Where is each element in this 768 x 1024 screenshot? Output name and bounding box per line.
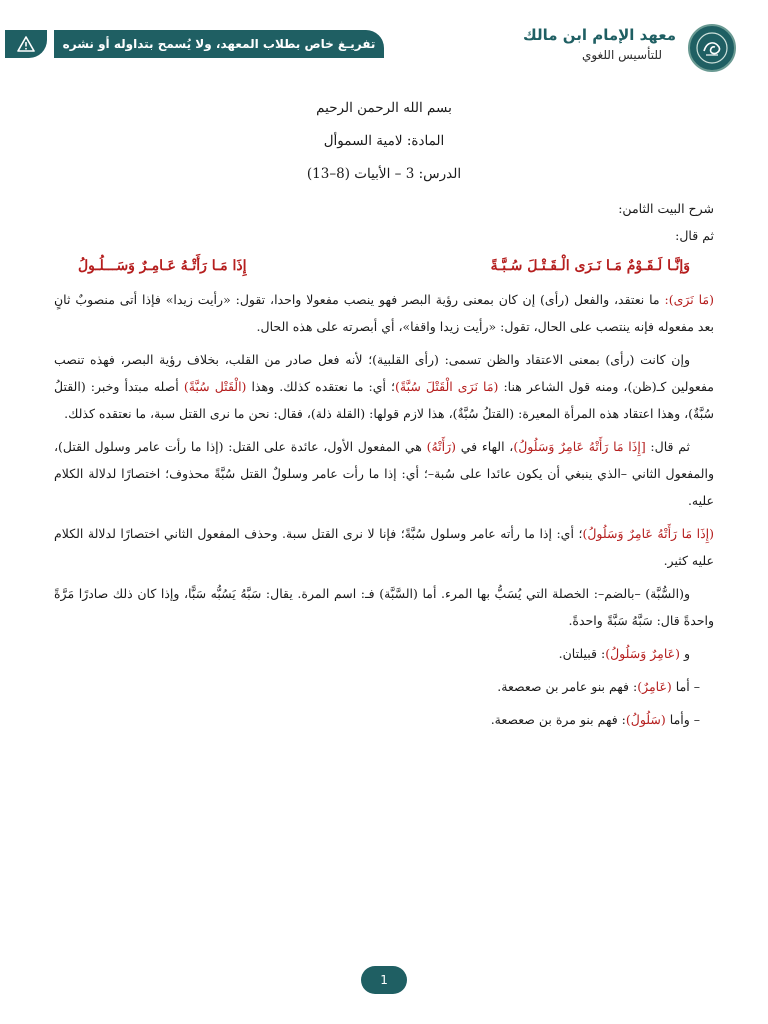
term-highlight: (عَامِرٌ) bbox=[637, 679, 672, 694]
institute-logo bbox=[688, 24, 736, 72]
document-body bbox=[54, 92, 714, 739]
page-header bbox=[0, 0, 768, 90]
term-highlight: (رَأَتْهُ) bbox=[426, 439, 457, 454]
paragraph-text: – وأما bbox=[665, 712, 700, 727]
then-said: ثم قال: bbox=[675, 228, 714, 243]
term-highlight: (إِذَا مَا رَأَتْهُ عَامِرٌ وَسَلُولُ) bbox=[582, 526, 714, 541]
page-number: 1 bbox=[361, 966, 407, 994]
paragraph-ra-a-qalbiya bbox=[54, 346, 714, 427]
paragraph-text: ثم قال: bbox=[645, 439, 691, 454]
paragraph-text: : فهم بنو مرة بن صعصعة. bbox=[490, 712, 626, 727]
section-heading: شرح البيت الثامن: bbox=[618, 201, 714, 216]
banner-text: تفريـغ خاص بطلاب المعهد، ولا يُسمح بتداوله أو نشره bbox=[62, 37, 376, 51]
paragraph-hadhf bbox=[54, 520, 714, 574]
lesson-line: الدرس: 3 – الأبيات (8–13) bbox=[306, 166, 462, 182]
paragraph-text: ، الهاء في bbox=[456, 439, 514, 454]
verse-first-hemistich: وَإنَّـا لَـقَـوْمٌ مَـا نَـرَى الْـقَـتْـلَ سُـبَّـةً bbox=[490, 258, 690, 274]
verse-second-hemistich: إِذَا مَـا رَأَتْـهُ عَـامِـرٌ وَسَـــلُـولُ bbox=[78, 258, 247, 274]
calligraphy-logo-icon bbox=[695, 31, 729, 65]
subject-line: المادة: لامية السموأل bbox=[323, 133, 445, 149]
list-item-amir bbox=[54, 673, 714, 700]
term-highlight: [إِذَا مَا رَأَتْهُ عَامِرٌ وَسَلُولُ) bbox=[513, 439, 646, 454]
warning-badge bbox=[5, 30, 47, 58]
paragraph-text: ؛ أي: إذا ما رأته عامر وسلول سُبَّةً؛ فإنا لا نرى القتل سبة. وحذف المفعول الثاني اختصارًا لدلالة الكلام عليه كثير. bbox=[54, 526, 714, 568]
institute-name: معهد الإمام ابن مالك bbox=[522, 26, 676, 44]
paragraph-text: ؛ أي: ما نعتقده كذلك. وهذا bbox=[246, 379, 395, 394]
distribution-banner bbox=[54, 30, 384, 58]
paragraph-text: وإن كانت (رأى) بمعنى الاعتقاد والظن تسمى: (رأى القلبية)؛ لأنه فعل صادر من القلب، بخلاف رؤية البصر، فهذه تنصب مفعولين كـ(ظن)، ومنه قول الشاعر هنا: bbox=[54, 352, 714, 394]
paragraph-tribes bbox=[54, 640, 714, 667]
term-highlight: (سَلُولُ) bbox=[625, 712, 666, 727]
paragraph-ma-nara bbox=[54, 286, 714, 340]
paragraph-subba: و(السُّبَّة) –بالضم–: الخصلة التي يُسَبُّ بها المرء. أما (السَّبَّة) فـ: اسم المرة. يقال: سَبَّهُ يَسُبُّه سَبًّا، وإذا كان ذلك صادرًا مَرَّةً واحدةً قال: سَبَّهُ سَبَّةً واحدةً. bbox=[54, 586, 714, 628]
poem-verse bbox=[54, 253, 714, 280]
warning-icon bbox=[17, 36, 35, 52]
institute-subtitle: للتأسيس اللغوي bbox=[581, 48, 662, 62]
paragraph-text: ما نعتقد، والفعل (رأى) إن كان بمعنى رؤية البصر فهو ينصب مفعولا واحدا، تقول: «رأيت زيدا» فإذا أتى منصوبٌ ثانٍ بعد مفعوله فإنه ينتصب على الحال، تقول: «رأيت زيدا واقفا»، أي أبصرته على هذه الحال. bbox=[54, 292, 714, 334]
term-highlight: (الْقَتْل سُبَّةً) bbox=[183, 379, 247, 394]
basmala: بسم الله الرحمن الرحيم bbox=[316, 100, 452, 116]
list-item-salul bbox=[54, 706, 714, 733]
paragraph-idha-ma-raathu bbox=[54, 433, 714, 514]
paragraph-text: هي المفعول الأول، عائدة على القتل: (إذا ما رأت عامر وسلول القتل)، والمفعول الثاني –الذي ينبغي أن يكون عائدا على سُبة–؛ أي: إذا ما رأت عامر وسلولٌ القتل سُبَّةً محذوف؛ اختصارًا لدلالة الكلام عليه. bbox=[54, 439, 714, 508]
paragraph-text: : قبيلتان. bbox=[558, 646, 606, 661]
term-highlight: (مَا نَرَى الْقَتْلَ سُبَّةً) bbox=[395, 379, 499, 394]
term-highlight: (عَامِرٌ وَسَلُولُ) bbox=[605, 646, 680, 661]
term-highlight: (مَا نَرَى): bbox=[664, 292, 714, 307]
paragraph-text: و bbox=[679, 646, 690, 661]
paragraph-text: أصله مبتدأ وخبر: (القتلُ سُبَّةٌ)، وهذا اعتقاد هذه المرأة المعيرة: (القتلُ سُبَّةٌ)، هذا لازم قولها: (القلة ذلة)، فقال: نحن ما نرى القتل سبة، ما نعتقده كذلك. bbox=[54, 379, 714, 421]
paragraph-text: – أما bbox=[671, 679, 700, 694]
paragraph-text: : فهم بنو عامر بن صعصعة. bbox=[497, 679, 638, 694]
